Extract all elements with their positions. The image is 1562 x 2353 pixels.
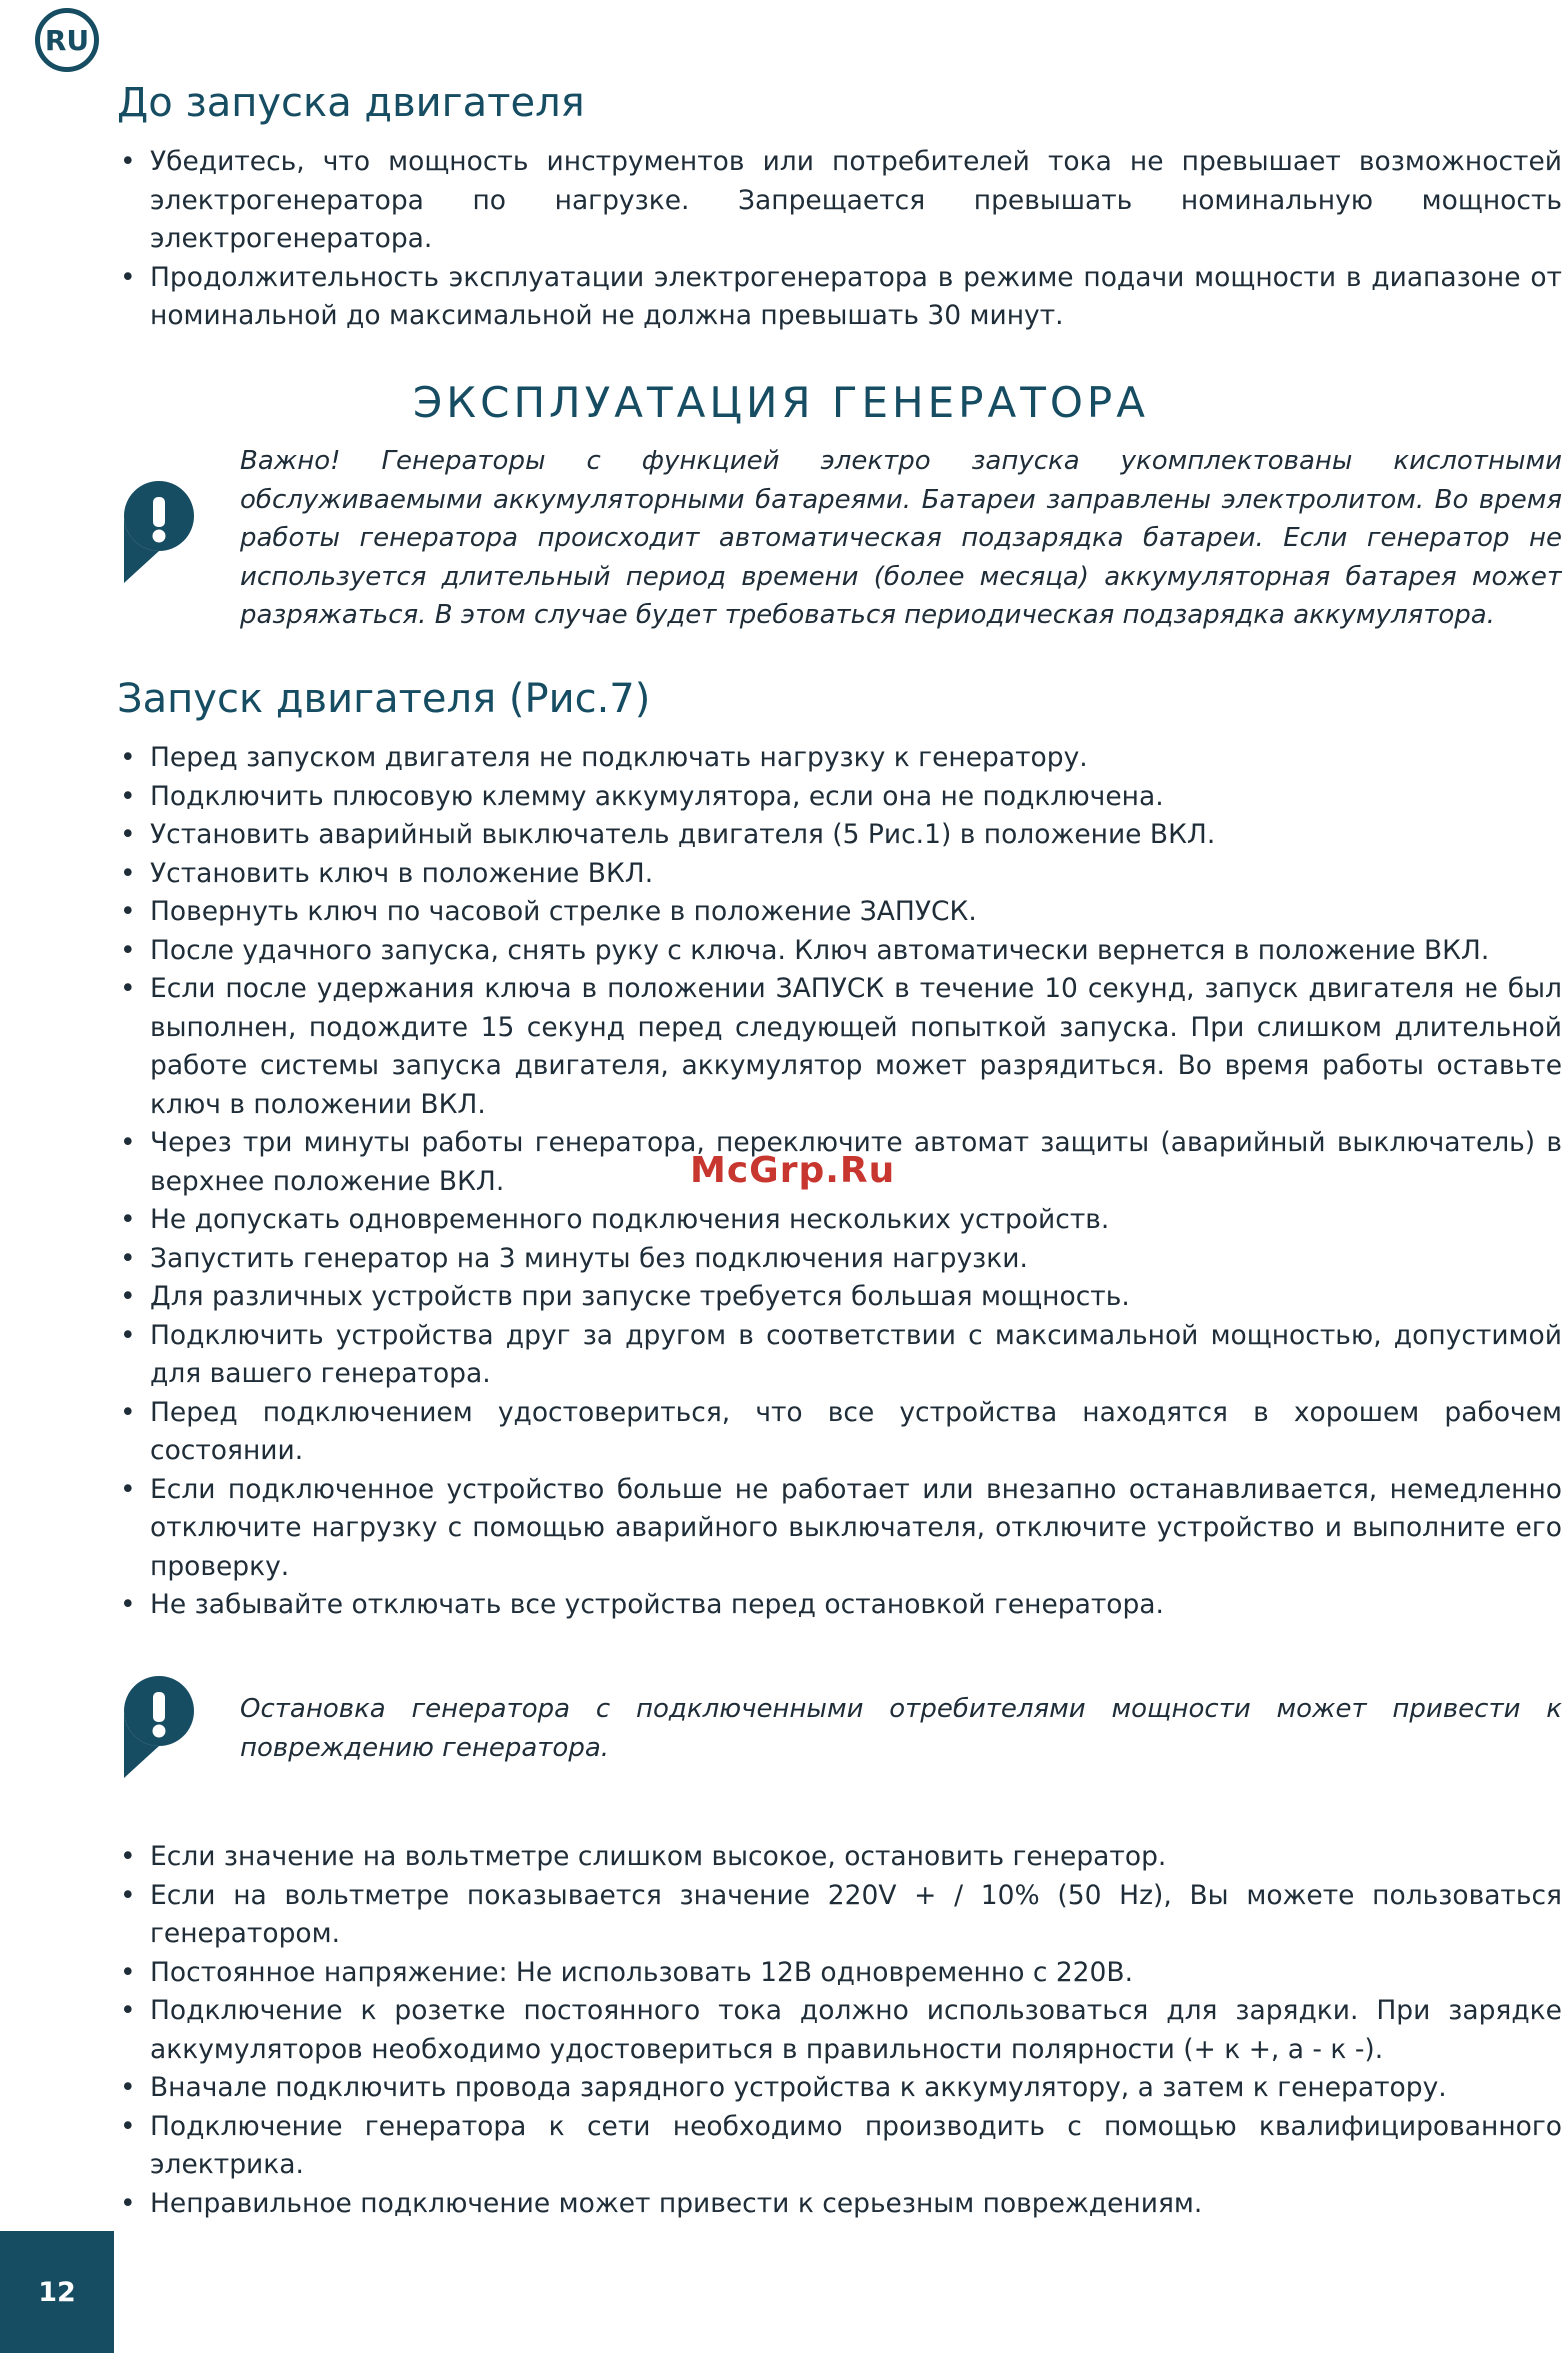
list-item: • Не допускать одновременного подключения нескольких устройств. [150,1201,1562,1240]
list-item: • Если подключенное устройство больше не работает или внезапно останавливается, немедленно отключите нагрузку с помощью аварийного выключателя, отключите устройство и выполните его проверку. [150,1471,1562,1587]
list-item: • Вначале подключить провода зарядного устройства к аккумулятору, а затем к генератору. [150,2069,1562,2108]
list-item: • Подключение генератора к сети необходимо производить с помощью квалифицированного электрика. [150,2108,1562,2185]
list-item: • Если после удержания ключа в положении ЗАПУСК в течение 10 секунд, запуск двигателя не был выполнен, подождите 15 секунд перед следующей попыткой запуска. При слишком длительной работе системы запуска двигателя, аккумулятор может разрядиться. Во время работы оставьте ключ в положении ВКЛ. [150,970,1562,1124]
list-item: • Продолжительность эксплуатации электрогенератора в режиме подачи мощности в диапазоне от номинальной до максимальной не должна превышать 30 минут. [150,259,1562,336]
section-title-engine-start: Запуск двигателя (Рис.7) [117,676,651,722]
list-item: • После удачного запуска, снять руку с ключа. Ключ автоматически вернется в положение ВКЛ. [150,932,1562,971]
list-item: • Установить ключ в положение ВКЛ. [150,855,1562,894]
list-item: • Перед подключением удостовериться, что все устройства находятся в хорошем рабочем состоянии. [150,1394,1562,1471]
list-item: • Установить аварийный выключатель двигателя (5 Рис.1) в положение ВКЛ. [150,816,1562,855]
list-item: • Если значение на вольтметре слишком высокое, остановить генератор. [150,1838,1562,1877]
warning-icon [120,477,198,587]
warning-icon [120,1672,198,1782]
list-item: • Через три минуты работы генератора, переключите автомат защиты (аварийный выключатель) в верхнее положение ВКЛ. [150,1124,1562,1201]
list-item: • Для различных устройств при запуске требуется большая мощность. [150,1278,1562,1317]
list-item: • Постоянное напряжение: Не использовать 12В одновременно с 220В. [150,1954,1562,1993]
section-title-operation: ЭКСПЛУАТАЦИЯ ГЕНЕРАТОРА [412,378,1149,427]
page-number: 12 [0,2231,114,2353]
list-item: • Перед запуском двигателя не подключать нагрузку к генератору. [150,739,1562,778]
list-item: • Не забывайте отключать все устройства перед остановкой генератора. [150,1586,1562,1625]
list-item: • Неправильное подключение может привести к серьезным повреждениям. [150,2185,1562,2224]
list-item: • Подключить устройства друг за другом в соответствии с максимальной мощностью, допустимой для вашего генератора. [150,1317,1562,1394]
list-item: • Запустить генератор на 3 минуты без подключения нагрузки. [150,1240,1562,1279]
section-title-before-start: До запуска двигателя [117,80,585,126]
list-item: • Повернуть ключ по часовой стрелке в положение ЗАПУСК. [150,893,1562,932]
list-item: • Подключение к розетке постоянного тока должно использоваться для зарядки. При зарядке аккумуляторов необходимо удостовериться в правильности полярности (+ к +, a - к -). [150,1992,1562,2069]
language-badge: RU [35,8,99,72]
voltage-list [117,1838,1562,2223]
list-item: • Подключить плюсовую клемму аккумулятора, если она не подключена. [150,778,1562,817]
important-note: Важно! Генераторы с функцией электро запуска укомплектованы кислотными обслуживаемыми аккумуляторными батареями. Батареи заправлены электролитом. Во время работы генератора происходит автоматическая подзарядка батареи. Если генератор не используется длительный период времени (более месяца) аккумуляторная батарея может разряжаться. В этом случае будет требоваться периодическая подзарядка аккумулятора. [240,446,1562,630]
before-start-list [117,143,1562,336]
watermark: McGrp.Ru [690,1150,896,1191]
warning-note: Остановка генератора с подключенными отребителями мощности может привести к повреждению генератора. [240,1694,1562,1763]
list-item: • Если на вольтметре показывается значение 220V + / 10% (50 Hz), Вы можете пользоваться генератором. [150,1877,1562,1954]
list-item: • Убедитесь, что мощность инструментов или потребителей тока не превышает возможностей электрогенератора по нагрузке. Запрещается превышать номинальную мощность электрогенератора. [150,143,1562,259]
